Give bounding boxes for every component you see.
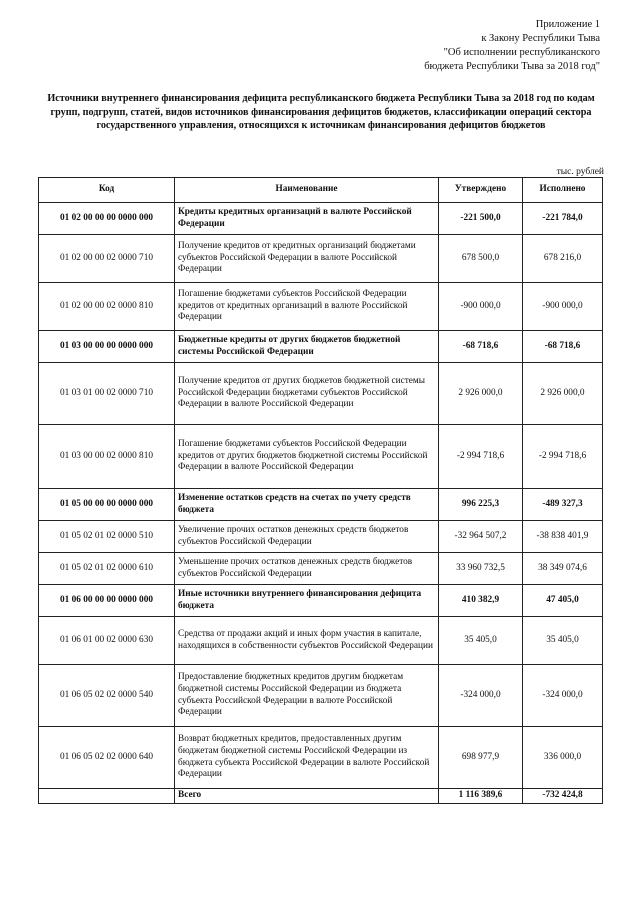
row-executed: 35 405,0: [523, 617, 603, 665]
row-name: Увеличение прочих остатков денежных средств бюджетов субъектов Российской Федерации: [175, 521, 439, 553]
row-executed: 336 000,0: [523, 727, 603, 789]
row-name: Погашение бюджетами субъектов Российской Федерации кредитов от кредитных организаций в валюте Российской Федерации: [175, 283, 439, 331]
row-approved: -900 000,0: [439, 283, 523, 331]
table-row: [39, 617, 603, 665]
row-executed: -68 718,6: [523, 331, 603, 363]
row-code: 01 06 05 02 02 0000 640: [39, 727, 175, 789]
table-row: [39, 235, 603, 283]
row-executed: 38 349 074,6: [523, 553, 603, 585]
row-name: Возврат бюджетных кредитов, предоставленных другим бюджетам бюджетной системы Российской Федерации из бюджета субъекта Российской Федерации в валюте Российской Федерации: [175, 727, 439, 789]
units-label: тыс. рублей: [556, 167, 604, 177]
row-name: Погашение бюджетами субъектов Российской Федерации кредитов от других бюджетов бюджетной системы Российской Федерации в валюте Российской Федерации: [175, 425, 439, 489]
row-executed: -900 000,0: [523, 283, 603, 331]
row-approved: 35 405,0: [439, 617, 523, 665]
row-name: Иные источники внутреннего финансирования дефицита бюджета: [175, 585, 439, 617]
row-name: Предоставление бюджетных кредитов другим бюджетам бюджетной системы Российской Федерации из бюджета субъекта Российской Федерации в валюте Российской Федерации: [175, 665, 439, 727]
header-name: Наименование: [175, 178, 439, 203]
row-executed: -2 994 718,6: [523, 425, 603, 489]
row-approved: 996 225,3: [439, 489, 523, 521]
appendix-line-2: к Закону Республики Тыва: [481, 33, 600, 44]
row-name: Получение кредитов от других бюджетов бюджетной системы Российской Федерации бюджетами субъектов Российской Федерации в валюте Российской Федерации: [175, 363, 439, 425]
row-name: Получение кредитов от кредитных организаций бюджетами субъектов Российской Федерации в валюте Российской Федерации: [175, 235, 439, 283]
table-row: [39, 363, 603, 425]
row-code: 01 02 00 00 02 0000 810: [39, 283, 175, 331]
row-approved: -324 000,0: [439, 665, 523, 727]
table-total-row: [39, 789, 603, 804]
row-name: Изменение остатков средств на счетах по учету средств бюджета: [175, 489, 439, 521]
row-approved: 698 977,9: [439, 727, 523, 789]
appendix-line-1: Приложение 1: [535, 19, 600, 30]
appendix-header: [300, 18, 600, 74]
table-row: [39, 489, 603, 521]
row-name: Всего: [175, 789, 439, 804]
row-approved: 678 500,0: [439, 235, 523, 283]
document-title: Источники внутреннего финансирования дефицита республиканского бюджета Республики Тыва за 2018 год по кодам групп, подгрупп, статей, видов источников финансирования дефицитов бюджетов, классификации операций сектора государственного управления, относящихся к источникам финансирования дефицитов бюджетов: [47, 93, 595, 131]
row-executed: -732 424,8: [523, 789, 603, 804]
row-approved: -32 964 507,2: [439, 521, 523, 553]
row-code: 01 06 00 00 00 0000 000: [39, 585, 175, 617]
row-approved: -221 500,0: [439, 203, 523, 235]
row-executed: -324 000,0: [523, 665, 603, 727]
row-executed: 47 405,0: [523, 585, 603, 617]
row-name: Кредиты кредитных организаций в валюте Российской Федерации: [175, 203, 439, 235]
row-name: Средства от продажи акций и иных форм участия в капитале, находящихся в собственности субъектов Российской Федерации: [175, 617, 439, 665]
table-row: [39, 553, 603, 585]
sources-table: [38, 177, 603, 804]
row-approved: 2 926 000,0: [439, 363, 523, 425]
row-code: 01 03 01 00 02 0000 710: [39, 363, 175, 425]
table-header-row: [39, 178, 603, 203]
row-code: 01 06 05 02 02 0000 540: [39, 665, 175, 727]
appendix-line-4: бюджета Республики Тыва за 2018 год": [424, 61, 600, 72]
row-approved: 410 382,9: [439, 585, 523, 617]
row-executed: -489 327,3: [523, 489, 603, 521]
row-executed: 678 216,0: [523, 235, 603, 283]
row-code: 01 03 00 00 00 0000 000: [39, 331, 175, 363]
row-executed: -38 838 401,9: [523, 521, 603, 553]
row-code: 01 02 00 00 02 0000 710: [39, 235, 175, 283]
table-row: [39, 521, 603, 553]
table-row: [39, 727, 603, 789]
header-code: Код: [39, 178, 175, 203]
row-code: 01 05 00 00 00 0000 000: [39, 489, 175, 521]
table-row: [39, 331, 603, 363]
row-executed: 2 926 000,0: [523, 363, 603, 425]
table-row: [39, 425, 603, 489]
row-approved: -68 718,6: [439, 331, 523, 363]
row-name: Уменьшение прочих остатков денежных средств бюджетов субъектов Российской Федерации: [175, 553, 439, 585]
row-approved: 1 116 389,6: [439, 789, 523, 804]
row-approved: 33 960 732,5: [439, 553, 523, 585]
row-code: [39, 789, 175, 804]
row-code: 01 05 02 01 02 0000 610: [39, 553, 175, 585]
row-approved: -2 994 718,6: [439, 425, 523, 489]
row-executed: -221 784,0: [523, 203, 603, 235]
row-code: 01 02 00 00 00 0000 000: [39, 203, 175, 235]
table-row: [39, 203, 603, 235]
row-code: 01 06 01 00 02 0000 630: [39, 617, 175, 665]
table-row: [39, 585, 603, 617]
header-approved: Утверждено: [439, 178, 523, 203]
row-code: 01 05 02 01 02 0000 510: [39, 521, 175, 553]
table-row: [39, 665, 603, 727]
table-body: [39, 203, 603, 804]
row-code: 01 03 00 00 02 0000 810: [39, 425, 175, 489]
header-executed: Исполнено: [523, 178, 603, 203]
appendix-line-3: "Об исполнении республиканского: [443, 47, 600, 58]
row-name: Бюджетные кредиты от других бюджетов бюджетной системы Российской Федерации: [175, 331, 439, 363]
table-row: [39, 283, 603, 331]
